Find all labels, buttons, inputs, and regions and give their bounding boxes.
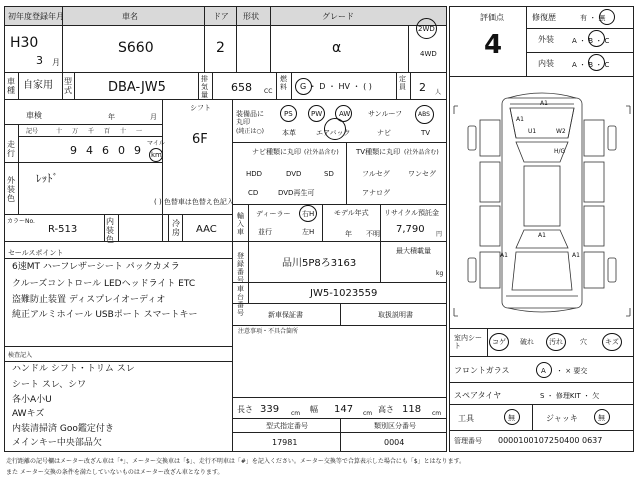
exterior-label: 外装 [538,35,554,44]
tv-oneseg: ワンセグ [408,170,436,178]
max-load-unit: kg [436,270,444,277]
import-right-h: 右H [302,210,315,218]
drive-4wd: 4WD [420,50,437,58]
equip-leather: 本革 [282,129,296,137]
month-unit: 月 [52,58,60,67]
manual: 取扱説明書 [378,311,413,319]
drive-2wd: 2WD [418,25,435,33]
tv-sub: (社外品含む) [404,149,439,156]
interior-color-label: 内装色 [106,217,114,244]
chassis-label: 車台番号 [237,285,244,317]
damage-a1-left: A1 [500,252,508,259]
management-value: 0000100107250400 0637 [498,436,603,445]
mileage-unit-3: 千 [88,128,95,135]
tools-label: 工具 [458,414,474,423]
shift-label: シフト [190,104,211,112]
first-reg-value: H30 [10,35,39,51]
color-change-note: ( ) 色替車は色替え色記入 [154,198,234,206]
cond-tear: 破れ [520,338,534,346]
height-value: 118 [402,404,422,415]
class-no-label: 類別区分番号 [374,422,416,430]
jack-label: ジャッキ [546,414,578,423]
inspector-note-1: ハンドル シフト・トリム スレ [12,364,135,374]
cond-dirt: 汚れ [549,338,563,346]
shaken-year: 年 [108,113,115,121]
footer-line-1: 走行距離の記号欄はメーター改ざん車は「*」、メーター交換車は「$」、走行不明車は「#」を記入ください。メーター交換等で合算表示した場合にも「$」とはなります。 [6,458,466,465]
navi-dvd-play: DVD再生可 [278,189,315,197]
navi-title: ナビ種類に丸印 [252,148,301,156]
damage-w2: W2 [556,128,566,135]
equip-sunroof: サンルーフ [368,110,403,118]
navi-hdd: HDD [246,170,263,178]
equip-airbag: エアバック [316,129,351,137]
navi-cd: CD [248,189,259,197]
mileage-unit-5: 十 [120,128,127,135]
color-value: ﾚｯﾄﾞ [36,172,58,185]
damage-a1-right: A1 [572,252,580,259]
selling-point-3: 盗難防止装置 ディスプレイオーディオ [12,295,166,305]
spare-label: スペアタイヤ [454,391,502,400]
type-no-value: 17981 [272,438,298,447]
first-reg-month: 3 [36,54,43,67]
score-value: 4 [484,30,503,60]
navi-sub: (社外品含む) [304,149,339,156]
grade-label: グレード [322,12,354,21]
tools-value: 無 [508,414,515,422]
equip-tv: TV [421,129,431,137]
car-damage-diagram [450,90,634,326]
width-value: 147 [334,404,354,415]
capacity-value: 2 [419,81,426,94]
mileage-digit-2: 4 [86,144,93,157]
model-year-label: モデル年式 [334,209,369,217]
type-no-label: 型式指定番号 [266,422,308,430]
shaken-label: 車検 [26,111,42,120]
interior-options: A ・ B ・ C [572,61,610,69]
notes-label: 注意事項・不具合箇所 [238,328,299,335]
mileage-label: 走行 [7,140,15,158]
mileage-digit-5: 9 [134,144,141,157]
damage-a1-front: A1 [540,100,548,107]
repair-none-circle [599,9,615,25]
equip-abs: ABS [418,111,430,118]
interior-cond-label: 室内シート [454,334,482,350]
plate-value: 品川5P8ろ3163 [282,258,357,269]
displacement-unit: CC [264,88,273,95]
tv-title: TV種類に丸印 [356,148,401,156]
windshield-options: ・ × 要交 [556,367,588,375]
height-unit: cm [432,410,442,417]
cond-hole: 穴 [580,338,587,346]
exterior-b-circle [588,30,605,47]
recycle-value: 7,790 [396,224,425,235]
selling-point-1: 6速MT ハーフレザーシート パックカメラ [12,262,180,272]
max-load-label: 最大積載量 [396,247,431,255]
equip-ps: PS [284,110,293,118]
displacement-value: 658 [231,81,252,94]
color-no-value: R-513 [48,224,78,235]
mileage-mile: マイル [147,140,165,147]
jack-value: 無 [598,414,605,422]
car-name-label: 車名 [122,12,138,21]
damage-a1-rear: A1 [538,232,546,239]
doors-label: ドア [213,12,229,21]
damage-u1: U1 [528,128,537,135]
inspector-note-5: 内装清掃済 Goo鑑定付き [12,424,114,434]
inspector-note-3: 各小A小U [12,395,52,405]
navi-dvd: DVD [286,170,302,178]
mileage-unit-2: 万 [72,128,79,135]
tv-fullseg: フルセグ [362,170,390,178]
recycle-unit: 円 [436,231,443,238]
doors-value: 2 [216,40,225,56]
new-car-warranty: 新車保証書 [268,311,303,319]
width-label: 幅 [310,405,318,414]
selling-point-2: クルーズコントロール LEDヘッドライト ETC [12,279,196,289]
spare-options: S ・ 修理KIT ・ 欠 [540,392,600,400]
navi-sd: SD [324,170,334,178]
shift-value: 6F [192,132,208,147]
damage-a1-hood: A1 [516,116,524,123]
grade-value: α [332,40,342,56]
import-left-h: 左H [302,228,315,236]
equip-pw: PW [311,110,323,118]
mileage-note-label: 記号 [26,128,39,135]
fuel-label: 燃料 [280,75,287,91]
repair-label: 修復歴 [532,13,556,22]
ac-label: 冷房 [172,219,180,237]
shape-label: 形状 [243,12,259,21]
mileage-digit-3: 6 [102,144,109,157]
reg-type-value: 自家用 [23,80,53,91]
car-name-value: S660 [118,40,154,56]
model-label: 型式 [64,77,72,95]
exterior-options: A ・ B ・ C [572,37,610,45]
length-unit: cm [291,410,301,417]
import-label: 輸入車 [237,212,244,236]
interior-label: 内装 [538,59,554,68]
tv-analog: アナログ [362,189,390,197]
mileage-unit-1: 十 [56,128,63,135]
length-label: 長さ [237,405,253,414]
model-year-year: 年 [345,230,352,238]
equipment-label: 装備品に丸印 [236,110,264,126]
class-no-value: 0004 [384,438,405,447]
capacity-label: 定員 [399,75,406,91]
windshield-value: A [541,367,546,375]
mileage-unit-4: 百 [104,128,111,135]
damage-hg: H/G [554,148,566,155]
chassis-value: JW5-1023559 [310,288,378,299]
ac-value: AAC [196,224,217,235]
height-label: 高さ [378,405,394,414]
import-dealer: ディーラー [256,210,291,218]
displacement-label: 排気量 [201,75,208,99]
first-reg-label: 初年度登録年月 [8,12,64,21]
fuel-options: G ・ D ・ HV ・ ( ) [300,82,372,91]
model-value: DBA-JW5 [108,80,166,95]
mileage-unit-6: 一 [136,128,143,135]
footer-line-2: また メーター交換の条件を満たしていないものはメーター改ざん車となります。 [6,469,224,476]
cond-burn: コゲ [492,338,506,346]
shaken-month: 月 [150,113,157,121]
mileage-digit-1: 9 [70,144,77,157]
windshield-label: フロントガラス [454,366,510,375]
equipment-sub: (純正は○) [236,128,264,135]
repair-options: 有 ・ 無 [580,14,606,22]
inspector-title: 検査記入 [8,352,33,359]
inspector-note-6: メインキー中央部品欠 [12,438,102,448]
color-no-label: カラーNo. [7,218,35,225]
color-label: 外装色 [7,176,15,203]
import-parallel: 並行 [258,228,272,236]
score-label: 評価点 [480,13,504,22]
interior-b-circle [588,54,605,71]
plate-label: 登録番号 [237,252,244,284]
length-value: 339 [260,404,280,415]
cond-scratch: キズ [605,338,619,346]
reg-type-label: 車種 [7,77,15,95]
mileage-km: km [151,151,162,159]
recycle-label: リサイクル預託金 [384,209,440,217]
model-year-unknown: 不明 [366,230,380,238]
management-label: 管理番号 [454,437,482,445]
selling-points-title: セールスポイント [8,249,64,257]
width-unit: cm [363,410,373,417]
inspector-note-4: AWキズ [12,409,45,419]
capacity-unit: 人 [435,89,442,96]
equip-aw: AW [339,110,351,118]
selling-point-4: 純正アルミホイール USBポート スマートキー [12,310,198,320]
mileage-digit-4: 0 [118,144,125,157]
equip-navi: ナビ [377,129,391,137]
inspector-note-2: シート スレ、シワ [12,380,87,390]
